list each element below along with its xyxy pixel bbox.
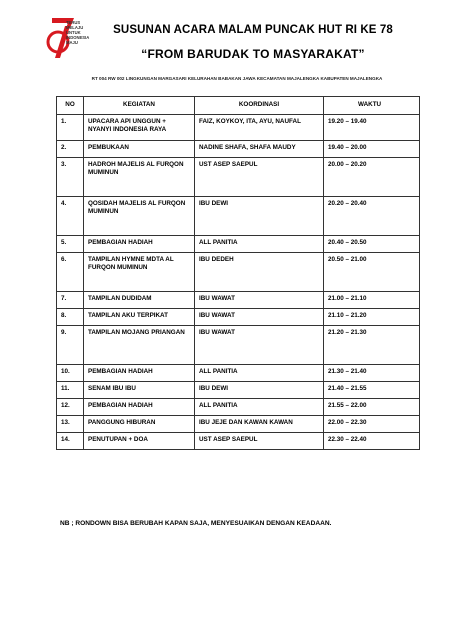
cell-no: 8. — [57, 309, 84, 326]
cell-kegiatan: TAMPILAN HYMNE MDTA AL FURQON MUMINUN — [84, 253, 195, 292]
cell-kegiatan: PENUTUPAN + DOA — [84, 433, 195, 450]
cell-koordinasi: IBU WAWAT — [195, 309, 324, 326]
table-row — [57, 292, 420, 309]
footer-note: NB ; RONDOWN BISA BERUBAH KAPAN SAJA, MENYESUAIKAN DENGAN KEADAAN. — [60, 520, 332, 527]
column-header-no: NO — [57, 97, 84, 115]
cell-waktu: 21.30 – 21.40 — [324, 365, 420, 382]
cell-kegiatan: TAMPILAN AKU TERPIKAT — [84, 309, 195, 326]
cell-koordinasi: ALL PANITIA — [195, 399, 324, 416]
cell-waktu: 21.10 – 21.20 — [324, 309, 420, 326]
table-row — [57, 197, 420, 236]
cell-no: 10. — [57, 365, 84, 382]
cell-waktu: 19.20 – 19.40 — [324, 115, 420, 141]
cell-koordinasi: NADINE SHAFA, SHAFA MAUDY — [195, 141, 324, 158]
cell-koordinasi: UST ASEP SAEPUL — [195, 433, 324, 450]
table-row — [57, 382, 420, 399]
cell-waktu: 21.00 – 21.10 — [324, 292, 420, 309]
table-row — [57, 399, 420, 416]
table-row — [57, 326, 420, 365]
cell-waktu: 20.00 – 20.20 — [324, 158, 420, 197]
cell-koordinasi: IBU DEWI — [195, 382, 324, 399]
cell-no: 5. — [57, 236, 84, 253]
table-row — [57, 309, 420, 326]
cell-waktu: 20.40 – 20.50 — [324, 236, 420, 253]
cell-koordinasi: IBU DEDEH — [195, 253, 324, 292]
cell-no: 13. — [57, 416, 84, 433]
cell-kegiatan: SENAM IBU IBU — [84, 382, 195, 399]
cell-no: 2. — [57, 141, 84, 158]
cell-waktu: 22.00 – 22.30 — [324, 416, 420, 433]
table-row — [57, 158, 420, 197]
cell-koordinasi: ALL PANITIA — [195, 365, 324, 382]
cell-kegiatan: PEMBAGIAN HADIAH — [84, 399, 195, 416]
schedule-body — [57, 115, 420, 450]
cell-waktu: 21.40 – 21.55 — [324, 382, 420, 399]
cell-no: 11. — [57, 382, 84, 399]
cell-no: 6. — [57, 253, 84, 292]
cell-waktu: 19.40 – 20.00 — [324, 141, 420, 158]
table-row — [57, 115, 420, 141]
cell-kegiatan: HADROH MAJELIS AL FURQON MUMINUN — [84, 158, 195, 197]
column-header-kegiatan: KEGIATAN — [84, 97, 195, 115]
cell-kegiatan: PANGGUNG HIBURAN — [84, 416, 195, 433]
cell-no: 9. — [57, 326, 84, 365]
cell-koordinasi: IBU WAWAT — [195, 292, 324, 309]
cell-no: 7. — [57, 292, 84, 309]
page-subtitle: “FROM BARUDAK TO MASYARAKAT” — [141, 47, 365, 61]
address-line: RT 004 RW 002 LINGKUNGAN MARGASARI KELURAHAN BABAKAN JAWA KECAMATAN MAJALENGKA KABUPATEN MAJALENGKA — [91, 76, 383, 81]
schedule-table — [56, 96, 420, 450]
page-title: SUSUNAN ACARA MALAM PUNCAK HUT RI KE 78 — [113, 24, 393, 36]
cell-no: 14. — [57, 433, 84, 450]
cell-koordinasi: ALL PANITIA — [195, 236, 324, 253]
cell-waktu: 21.20 – 21.30 — [324, 326, 420, 365]
cell-kegiatan: TAMPILAN MOJANG PRIANGAN — [84, 326, 195, 365]
cell-no: 3. — [57, 158, 84, 197]
table-row — [57, 416, 420, 433]
table-row — [57, 141, 420, 158]
logo-tagline: TERUS MELAJU UNTUK INDONESIA MAJU — [66, 20, 90, 45]
table-row — [57, 236, 420, 253]
cell-no: 1. — [57, 115, 84, 141]
table-row — [57, 365, 420, 382]
cell-kegiatan: PEMBAGIAN HADIAH — [84, 236, 195, 253]
cell-koordinasi: IBU WAWAT — [195, 326, 324, 365]
cell-waktu: 20.50 – 21.00 — [324, 253, 420, 292]
column-header-koordinasi: KOORDINASI — [195, 97, 324, 115]
cell-koordinasi: IBU DEWI — [195, 197, 324, 236]
cell-no: 12. — [57, 399, 84, 416]
cell-kegiatan: UPACARA API UNGGUN + NYANYI INDONESIA RAYA — [84, 115, 195, 141]
table-row — [57, 433, 420, 450]
table-row — [57, 253, 420, 292]
cell-koordinasi: IBU JEJE DAN KAWAN KAWAN — [195, 416, 324, 433]
cell-kegiatan: TAMPILAN DUDIDAM — [84, 292, 195, 309]
cell-koordinasi: UST ASEP SAEPUL — [195, 158, 324, 197]
cell-kegiatan: QOSIDAH MAJELIS AL FURQON MUMINUN — [84, 197, 195, 236]
cell-waktu: 22.30 – 22.40 — [324, 433, 420, 450]
cell-kegiatan: PEMBUKAAN — [84, 141, 195, 158]
cell-no: 4. — [57, 197, 84, 236]
cell-waktu: 21.55 – 22.00 — [324, 399, 420, 416]
column-header-waktu: WAKTU — [324, 97, 420, 115]
cell-waktu: 20.20 – 20.40 — [324, 197, 420, 236]
table-header-row — [57, 97, 420, 115]
cell-koordinasi: FAIZ, KOYKOY, ITA, AYU, NAUFAL — [195, 115, 324, 141]
cell-kegiatan: PEMBAGIAN HADIAH — [84, 365, 195, 382]
